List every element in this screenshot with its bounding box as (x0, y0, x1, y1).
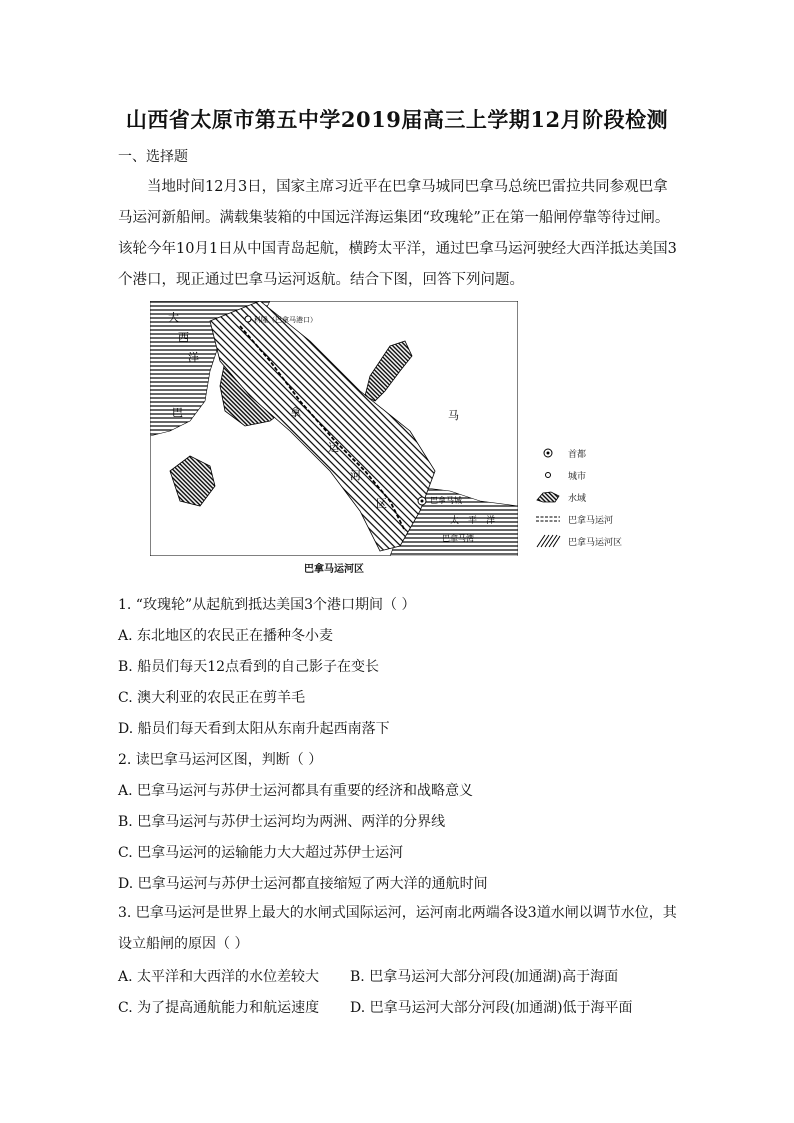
legend-label: 巴拿马运河区 (568, 538, 623, 548)
legend-label: 巴拿马运河 (568, 516, 614, 526)
section-heading: 一、选择题 (118, 149, 188, 165)
question-option[interactable]: D. 巴拿马运河与苏伊士运河都直接缩短了两大洋的通航时间 (118, 876, 488, 892)
map-label-ma: 马 (448, 409, 459, 422)
map-label-ba: 巴 (172, 406, 183, 419)
canal-zone-icon (535, 534, 561, 548)
map-label-top-left: 大 (168, 311, 179, 324)
page-title: 山西省太原市第五中学2019届高三上学期12月阶段检测 (125, 107, 669, 132)
map-label-pacific-c: 洋 (486, 516, 496, 526)
question-option[interactable]: A. 东北地区的农民正在播种冬小麦 (118, 628, 334, 644)
question-option[interactable]: C. 为了提高通航能力和航运速度 (118, 1000, 320, 1016)
legend-row (535, 468, 665, 486)
question-option[interactable]: D. 巴拿马运河大部分河段(加通湖)低于海平面 (350, 1000, 633, 1016)
question-option[interactable]: D. 船员们每天看到太阳从东南升起西南落下 (118, 721, 390, 737)
map-label-atlantic-a: 西 (178, 331, 189, 344)
legend-row (535, 534, 665, 552)
map-label-pacific-a: 太 (450, 516, 460, 526)
map-label-na: 拿 (290, 406, 301, 419)
map-label-yun: 运 (328, 441, 339, 454)
question-option[interactable]: A. 太平洋和大西洋的水位差较大 (118, 969, 320, 985)
map-label-panama-city: 巴拿马城 (430, 496, 462, 505)
water-icon (535, 490, 561, 504)
intro-paragraph: 当地时间12月3日，国家主席习近平在巴拿马城同巴拿马总统巴雷拉共同参观巴拿马运河新船闸。满载集装箱的中国远洋海运集团“玫瑰轮”正在第一船闸停靠等待过闸。该轮今年10月1日从中国青岛起航，横跨太平洋，通过巴拿马运河驶经大西洋抵达美国3个港口，现正通过巴拿马运河返航。结合下图，回答下列问题。 (118, 179, 677, 288)
panama-canal-map (150, 301, 518, 556)
legend-row (535, 512, 665, 530)
legend-label: 首都 (568, 450, 587, 460)
city-colon-marker (245, 316, 251, 322)
question-stem: 3. 巴拿马运河是世界上最大的水闸式国际运河，运河南北两端各设3道水闸以调节水位，其设立船闸的原因（ ） (118, 905, 677, 952)
map-label-atlantic-b: 洋 (188, 351, 199, 364)
map-label-pacific-b: 平 (468, 516, 478, 526)
capital-marker-dot (421, 500, 424, 503)
legend-label: 城市 (568, 472, 587, 482)
figure-caption: 巴拿马运河区 (304, 564, 364, 575)
question-option[interactable]: B. 巴拿马运河大部分河段(加通湖)高于海面 (350, 969, 619, 985)
legend-label: 水域 (568, 494, 587, 504)
map-label-qu: 区 (376, 497, 387, 510)
map-label-bay: 巴拿马湾 (442, 534, 474, 543)
question-option[interactable]: B. 船员们每天12点看到的自己影子在变长 (118, 659, 380, 675)
question-option[interactable]: C. 澳大利亚的农民正在剪羊毛 (118, 690, 306, 706)
question-option[interactable]: A. 巴拿马运河与苏伊士运河都具有重要的经济和战略意义 (118, 783, 474, 799)
map-label-colon: 科隆（巴拿马港口） (254, 316, 317, 324)
legend-row (535, 446, 665, 464)
question-option[interactable]: C. 巴拿马运河的运输能力大大超过苏伊士运河 (118, 845, 404, 861)
city-icon (535, 468, 561, 482)
map-label-he: 河 (350, 469, 361, 482)
canal-line-icon (535, 512, 561, 526)
capital-icon (535, 446, 561, 460)
question-stem: 2. 读巴拿马运河区图，判断（ ） (118, 752, 323, 768)
question-stem: 1. “玫瑰轮”从起航到抵达美国3个港口期间（ ） (118, 597, 416, 613)
legend-row (535, 490, 665, 508)
question-option[interactable]: B. 巴拿马运河与苏伊士运河均为两洲、两洋的分界线 (118, 814, 446, 830)
